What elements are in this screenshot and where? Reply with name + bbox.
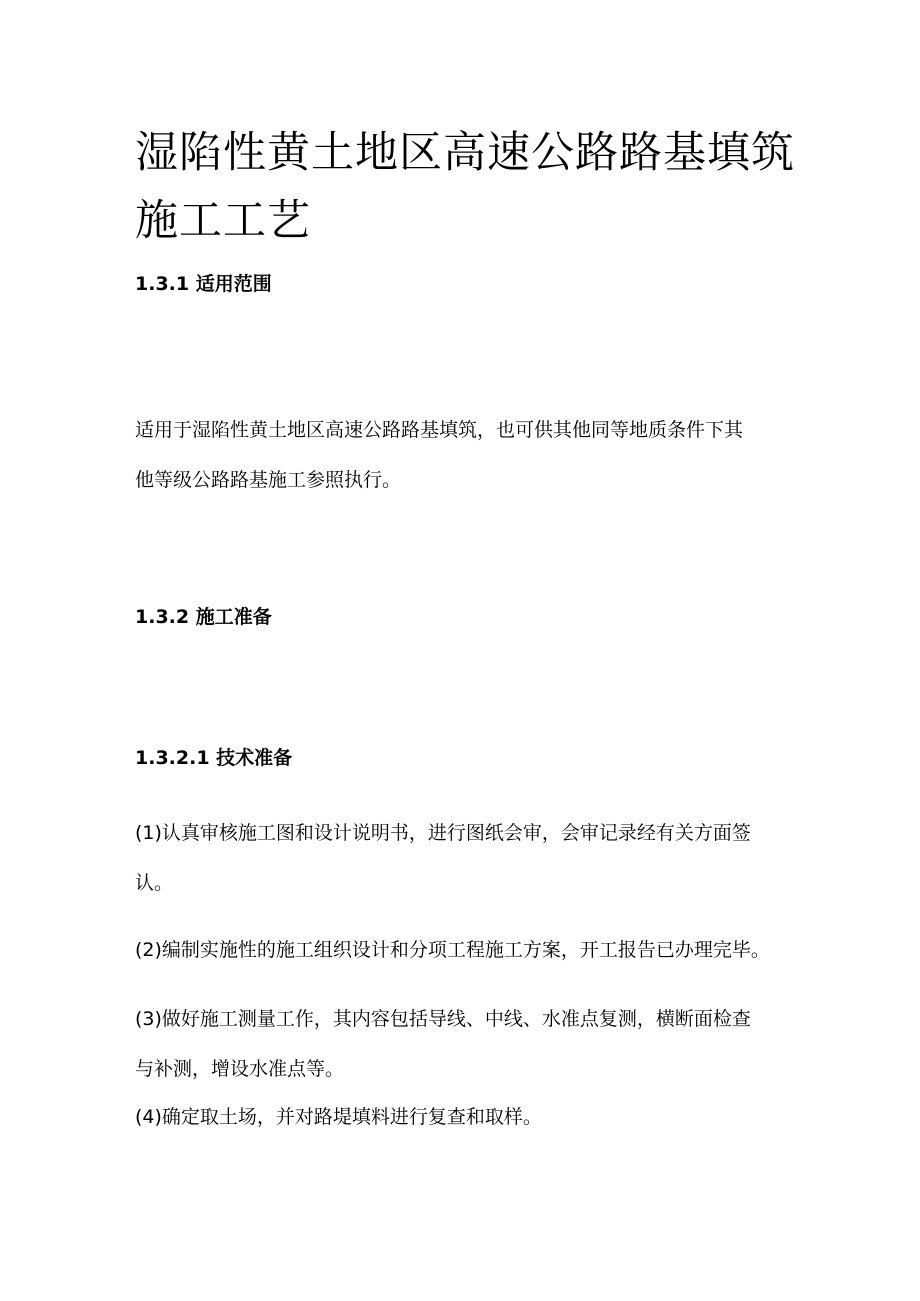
section-1-3-2-heading: 1.3.2 施工准备	[135, 606, 272, 628]
list-item-2-line-1: (2)编制实施性的施工组织设计和分项工程施工方案，开工报告已办理完毕。	[135, 939, 770, 961]
section-1-3-2-1-heading: 1.3.2.1 技术准备	[135, 747, 293, 769]
section-1-3-1-paragraph-line-1: 适用于湿陷性黄土地区高速公路路基填筑，也可供其他同等地质条件下其	[135, 419, 744, 441]
document-title-line-2: 施工工艺	[135, 196, 311, 246]
list-item-1-line-1: (1)认真审核施工图和设计说明书，进行图纸会审，会审记录经有关方面签	[135, 822, 751, 844]
document-title-line-1: 湿陷性黄土地区高速公路路基填筑	[135, 128, 795, 178]
list-item-1-line-2: 认。	[135, 872, 174, 894]
section-1-3-1-heading: 1.3.1 适用范围	[135, 273, 272, 295]
list-item-3-line-1: (3)做好施工测量工作，其内容包括导线、中线、水准点复测，横断面检查	[135, 1008, 751, 1030]
list-item-3-line-2: 与补测，增设水准点等。	[135, 1058, 345, 1080]
list-item-4-line-1: (4)确定取土场，并对路堤填料进行复查和取样。	[135, 1106, 542, 1128]
section-1-3-1-paragraph-line-2: 他等级公路路基施工参照执行。	[135, 469, 402, 491]
